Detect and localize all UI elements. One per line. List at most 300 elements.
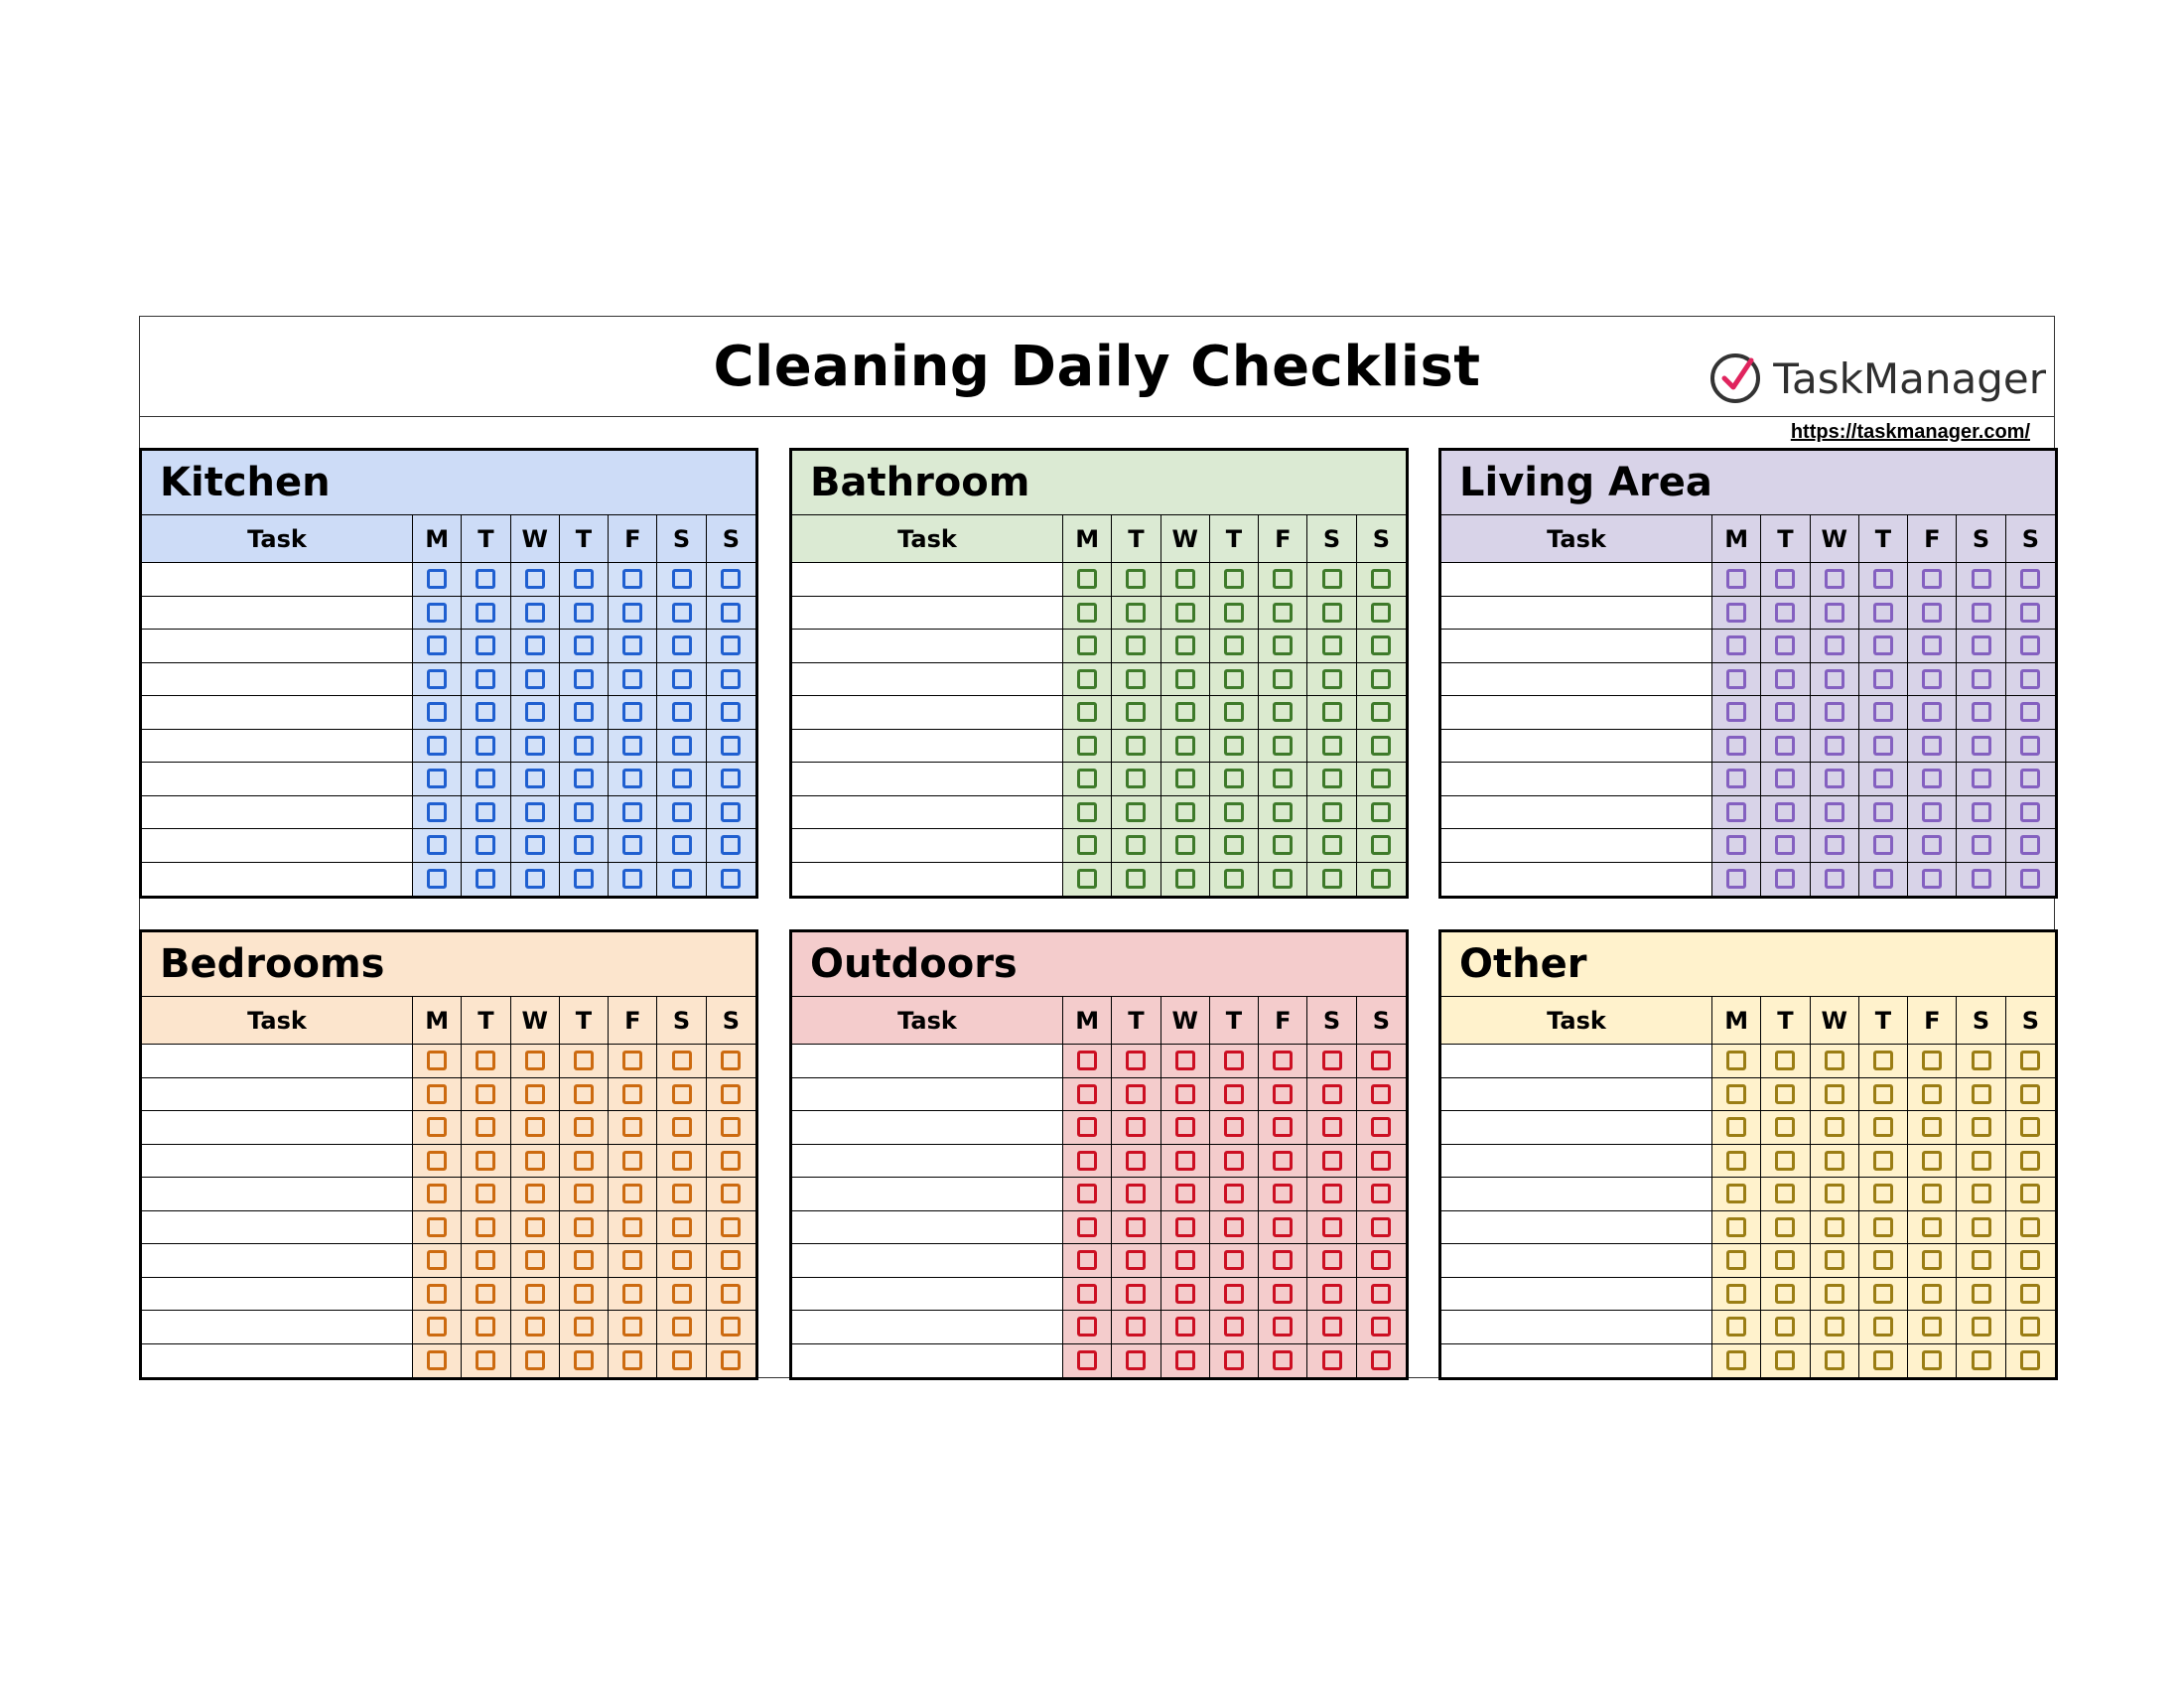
day-checkbox[interactable]	[427, 1217, 447, 1237]
day-checkbox[interactable]	[1825, 736, 1844, 756]
task-input-cell[interactable]	[792, 663, 1063, 697]
day-checkbox[interactable]	[672, 802, 692, 822]
day-checkbox[interactable]	[1825, 802, 1844, 822]
day-checkbox[interactable]	[1972, 869, 1991, 889]
day-checkbox[interactable]	[1922, 869, 1942, 889]
task-input-cell[interactable]	[1441, 663, 1712, 697]
day-checkbox[interactable]	[1224, 702, 1244, 722]
day-checkbox[interactable]	[1077, 1350, 1097, 1370]
day-checkbox[interactable]	[427, 769, 447, 788]
day-checkbox[interactable]	[1322, 669, 1342, 689]
task-input-cell[interactable]	[792, 1078, 1063, 1112]
day-checkbox[interactable]	[1322, 1217, 1342, 1237]
day-checkbox[interactable]	[1273, 1151, 1293, 1171]
day-checkbox[interactable]	[427, 1084, 447, 1104]
day-checkbox[interactable]	[1224, 1184, 1244, 1203]
day-checkbox[interactable]	[622, 1184, 642, 1203]
day-checkbox[interactable]	[1077, 1217, 1097, 1237]
day-checkbox[interactable]	[574, 1317, 594, 1336]
day-checkbox[interactable]	[622, 669, 642, 689]
day-checkbox[interactable]	[427, 1151, 447, 1171]
day-checkbox[interactable]	[1175, 1151, 1195, 1171]
day-checkbox[interactable]	[1922, 603, 1942, 623]
task-input-cell[interactable]	[142, 763, 413, 796]
day-checkbox[interactable]	[574, 769, 594, 788]
day-checkbox[interactable]	[1775, 1350, 1795, 1370]
day-checkbox[interactable]	[1077, 869, 1097, 889]
day-checkbox[interactable]	[1175, 669, 1195, 689]
task-input-cell[interactable]	[142, 597, 413, 631]
day-checkbox[interactable]	[1726, 1051, 1746, 1070]
day-checkbox[interactable]	[1922, 835, 1942, 855]
day-checkbox[interactable]	[672, 702, 692, 722]
day-checkbox[interactable]	[721, 1317, 741, 1336]
day-checkbox[interactable]	[574, 869, 594, 889]
day-checkbox[interactable]	[1922, 736, 1942, 756]
day-checkbox[interactable]	[525, 802, 545, 822]
day-checkbox[interactable]	[1873, 1284, 1893, 1304]
day-checkbox[interactable]	[672, 1084, 692, 1104]
day-checkbox[interactable]	[1175, 736, 1195, 756]
day-checkbox[interactable]	[1126, 736, 1146, 756]
day-checkbox[interactable]	[721, 1284, 741, 1304]
day-checkbox[interactable]	[622, 603, 642, 623]
day-checkbox[interactable]	[622, 702, 642, 722]
day-checkbox[interactable]	[1972, 603, 1991, 623]
task-input-cell[interactable]	[1441, 1278, 1712, 1312]
day-checkbox[interactable]	[574, 1117, 594, 1137]
task-input-cell[interactable]	[1441, 863, 1712, 897]
day-checkbox[interactable]	[672, 736, 692, 756]
task-input-cell[interactable]	[142, 1311, 413, 1344]
day-checkbox[interactable]	[1371, 1317, 1391, 1336]
day-checkbox[interactable]	[476, 1151, 495, 1171]
day-checkbox[interactable]	[622, 1151, 642, 1171]
task-input-cell[interactable]	[1441, 1244, 1712, 1278]
day-checkbox[interactable]	[1972, 1250, 1991, 1270]
task-input-cell[interactable]	[142, 663, 413, 697]
day-checkbox[interactable]	[672, 1317, 692, 1336]
day-checkbox[interactable]	[1775, 1184, 1795, 1203]
day-checkbox[interactable]	[1224, 1284, 1244, 1304]
day-checkbox[interactable]	[1726, 1184, 1746, 1203]
task-input-cell[interactable]	[142, 630, 413, 663]
day-checkbox[interactable]	[1126, 835, 1146, 855]
day-checkbox[interactable]	[1726, 702, 1746, 722]
day-checkbox[interactable]	[1371, 1117, 1391, 1137]
day-checkbox[interactable]	[1873, 702, 1893, 722]
day-checkbox[interactable]	[622, 1250, 642, 1270]
day-checkbox[interactable]	[1077, 1184, 1097, 1203]
day-checkbox[interactable]	[622, 569, 642, 589]
day-checkbox[interactable]	[427, 1117, 447, 1137]
day-checkbox[interactable]	[1922, 1184, 1942, 1203]
day-checkbox[interactable]	[1077, 1117, 1097, 1137]
day-checkbox[interactable]	[1175, 603, 1195, 623]
day-checkbox[interactable]	[1224, 835, 1244, 855]
day-checkbox[interactable]	[1077, 835, 1097, 855]
day-checkbox[interactable]	[1873, 1084, 1893, 1104]
day-checkbox[interactable]	[1273, 1051, 1293, 1070]
task-input-cell[interactable]	[792, 1111, 1063, 1145]
task-input-cell[interactable]	[1441, 1211, 1712, 1245]
day-checkbox[interactable]	[1922, 1317, 1942, 1336]
day-checkbox[interactable]	[1224, 769, 1244, 788]
day-checkbox[interactable]	[1273, 1250, 1293, 1270]
day-checkbox[interactable]	[672, 569, 692, 589]
day-checkbox[interactable]	[1175, 1084, 1195, 1104]
task-input-cell[interactable]	[1441, 1111, 1712, 1145]
day-checkbox[interactable]	[427, 603, 447, 623]
day-checkbox[interactable]	[427, 635, 447, 655]
day-checkbox[interactable]	[1825, 769, 1844, 788]
day-checkbox[interactable]	[574, 702, 594, 722]
day-checkbox[interactable]	[1825, 669, 1844, 689]
day-checkbox[interactable]	[1726, 1117, 1746, 1137]
day-checkbox[interactable]	[476, 1051, 495, 1070]
task-input-cell[interactable]	[792, 696, 1063, 730]
day-checkbox[interactable]	[574, 736, 594, 756]
day-checkbox[interactable]	[1126, 1051, 1146, 1070]
day-checkbox[interactable]	[574, 1217, 594, 1237]
task-input-cell[interactable]	[1441, 730, 1712, 764]
day-checkbox[interactable]	[2020, 1284, 2040, 1304]
task-input-cell[interactable]	[142, 829, 413, 863]
day-checkbox[interactable]	[672, 635, 692, 655]
day-checkbox[interactable]	[1224, 1084, 1244, 1104]
day-checkbox[interactable]	[1972, 1051, 1991, 1070]
day-checkbox[interactable]	[427, 835, 447, 855]
day-checkbox[interactable]	[1077, 1051, 1097, 1070]
day-checkbox[interactable]	[1322, 1284, 1342, 1304]
day-checkbox[interactable]	[721, 1084, 741, 1104]
day-checkbox[interactable]	[574, 802, 594, 822]
day-checkbox[interactable]	[1077, 1250, 1097, 1270]
day-checkbox[interactable]	[476, 1284, 495, 1304]
day-checkbox[interactable]	[1322, 569, 1342, 589]
day-checkbox[interactable]	[2020, 1350, 2040, 1370]
task-input-cell[interactable]	[142, 1145, 413, 1179]
day-checkbox[interactable]	[721, 869, 741, 889]
day-checkbox[interactable]	[1775, 1317, 1795, 1336]
day-checkbox[interactable]	[1972, 1117, 1991, 1137]
day-checkbox[interactable]	[672, 1051, 692, 1070]
day-checkbox[interactable]	[1077, 603, 1097, 623]
day-checkbox[interactable]	[1972, 1151, 1991, 1171]
day-checkbox[interactable]	[525, 869, 545, 889]
day-checkbox[interactable]	[721, 1117, 741, 1137]
day-checkbox[interactable]	[1726, 802, 1746, 822]
task-input-cell[interactable]	[792, 563, 1063, 597]
day-checkbox[interactable]	[1775, 769, 1795, 788]
task-input-cell[interactable]	[792, 1278, 1063, 1312]
day-checkbox[interactable]	[1825, 1151, 1844, 1171]
day-checkbox[interactable]	[1273, 702, 1293, 722]
day-checkbox[interactable]	[1972, 1217, 1991, 1237]
day-checkbox[interactable]	[672, 1284, 692, 1304]
day-checkbox[interactable]	[1273, 869, 1293, 889]
day-checkbox[interactable]	[1726, 769, 1746, 788]
day-checkbox[interactable]	[1175, 702, 1195, 722]
day-checkbox[interactable]	[672, 769, 692, 788]
day-checkbox[interactable]	[1371, 1051, 1391, 1070]
task-input-cell[interactable]	[792, 1145, 1063, 1179]
day-checkbox[interactable]	[1726, 869, 1746, 889]
day-checkbox[interactable]	[1273, 1317, 1293, 1336]
day-checkbox[interactable]	[1371, 835, 1391, 855]
day-checkbox[interactable]	[525, 702, 545, 722]
day-checkbox[interactable]	[622, 1317, 642, 1336]
day-checkbox[interactable]	[1972, 1317, 1991, 1336]
day-checkbox[interactable]	[1371, 802, 1391, 822]
day-checkbox[interactable]	[1273, 635, 1293, 655]
day-checkbox[interactable]	[1371, 669, 1391, 689]
day-checkbox[interactable]	[525, 1284, 545, 1304]
day-checkbox[interactable]	[622, 802, 642, 822]
day-checkbox[interactable]	[1775, 1217, 1795, 1237]
task-input-cell[interactable]	[1441, 1178, 1712, 1211]
day-checkbox[interactable]	[1224, 1151, 1244, 1171]
day-checkbox[interactable]	[1175, 835, 1195, 855]
day-checkbox[interactable]	[574, 1350, 594, 1370]
task-input-cell[interactable]	[792, 1045, 1063, 1078]
day-checkbox[interactable]	[1825, 1317, 1844, 1336]
day-checkbox[interactable]	[1224, 669, 1244, 689]
day-checkbox[interactable]	[427, 1350, 447, 1370]
day-checkbox[interactable]	[1322, 1151, 1342, 1171]
day-checkbox[interactable]	[622, 769, 642, 788]
day-checkbox[interactable]	[1972, 702, 1991, 722]
day-checkbox[interactable]	[1273, 603, 1293, 623]
day-checkbox[interactable]	[476, 769, 495, 788]
day-checkbox[interactable]	[1873, 669, 1893, 689]
day-checkbox[interactable]	[721, 802, 741, 822]
day-checkbox[interactable]	[1175, 1051, 1195, 1070]
day-checkbox[interactable]	[476, 603, 495, 623]
task-input-cell[interactable]	[1441, 829, 1712, 863]
task-input-cell[interactable]	[792, 1178, 1063, 1211]
day-checkbox[interactable]	[1077, 1084, 1097, 1104]
task-input-cell[interactable]	[142, 696, 413, 730]
day-checkbox[interactable]	[1825, 869, 1844, 889]
day-checkbox[interactable]	[574, 635, 594, 655]
day-checkbox[interactable]	[1922, 1217, 1942, 1237]
day-checkbox[interactable]	[1922, 1051, 1942, 1070]
day-checkbox[interactable]	[1077, 669, 1097, 689]
day-checkbox[interactable]	[525, 569, 545, 589]
day-checkbox[interactable]	[1175, 1117, 1195, 1137]
day-checkbox[interactable]	[1972, 569, 1991, 589]
day-checkbox[interactable]	[672, 869, 692, 889]
day-checkbox[interactable]	[622, 1350, 642, 1370]
day-checkbox[interactable]	[1371, 1184, 1391, 1203]
day-checkbox[interactable]	[721, 1350, 741, 1370]
day-checkbox[interactable]	[1825, 1350, 1844, 1370]
day-checkbox[interactable]	[1126, 802, 1146, 822]
task-input-cell[interactable]	[142, 1278, 413, 1312]
day-checkbox[interactable]	[1322, 1250, 1342, 1270]
day-checkbox[interactable]	[672, 1250, 692, 1270]
day-checkbox[interactable]	[1126, 1250, 1146, 1270]
day-checkbox[interactable]	[1775, 835, 1795, 855]
day-checkbox[interactable]	[1224, 603, 1244, 623]
day-checkbox[interactable]	[2020, 1184, 2040, 1203]
day-checkbox[interactable]	[525, 669, 545, 689]
day-checkbox[interactable]	[2020, 1317, 2040, 1336]
day-checkbox[interactable]	[1126, 603, 1146, 623]
day-checkbox[interactable]	[1273, 1350, 1293, 1370]
day-checkbox[interactable]	[721, 1051, 741, 1070]
day-checkbox[interactable]	[1922, 669, 1942, 689]
day-checkbox[interactable]	[1322, 736, 1342, 756]
day-checkbox[interactable]	[1322, 1184, 1342, 1203]
day-checkbox[interactable]	[1371, 603, 1391, 623]
day-checkbox[interactable]	[525, 603, 545, 623]
day-checkbox[interactable]	[1175, 802, 1195, 822]
day-checkbox[interactable]	[1224, 569, 1244, 589]
day-checkbox[interactable]	[1175, 1317, 1195, 1336]
day-checkbox[interactable]	[1175, 1350, 1195, 1370]
day-checkbox[interactable]	[672, 1184, 692, 1203]
day-checkbox[interactable]	[1922, 1350, 1942, 1370]
day-checkbox[interactable]	[476, 569, 495, 589]
day-checkbox[interactable]	[1126, 1317, 1146, 1336]
task-input-cell[interactable]	[142, 1211, 413, 1245]
task-input-cell[interactable]	[792, 829, 1063, 863]
day-checkbox[interactable]	[1726, 1284, 1746, 1304]
task-input-cell[interactable]	[142, 796, 413, 830]
task-input-cell[interactable]	[1441, 796, 1712, 830]
task-input-cell[interactable]	[142, 1244, 413, 1278]
day-checkbox[interactable]	[1726, 569, 1746, 589]
day-checkbox[interactable]	[574, 1151, 594, 1171]
day-checkbox[interactable]	[1873, 635, 1893, 655]
day-checkbox[interactable]	[1322, 702, 1342, 722]
day-checkbox[interactable]	[1825, 1284, 1844, 1304]
day-checkbox[interactable]	[1077, 569, 1097, 589]
day-checkbox[interactable]	[622, 736, 642, 756]
day-checkbox[interactable]	[1273, 1084, 1293, 1104]
day-checkbox[interactable]	[1126, 1284, 1146, 1304]
day-checkbox[interactable]	[525, 1217, 545, 1237]
day-checkbox[interactable]	[1873, 569, 1893, 589]
day-checkbox[interactable]	[1726, 1250, 1746, 1270]
day-checkbox[interactable]	[427, 702, 447, 722]
day-checkbox[interactable]	[1175, 1250, 1195, 1270]
day-checkbox[interactable]	[476, 1317, 495, 1336]
task-input-cell[interactable]	[142, 1111, 413, 1145]
website-link[interactable]: https://taskmanager.com/	[1790, 421, 2030, 443]
day-checkbox[interactable]	[721, 1184, 741, 1203]
day-checkbox[interactable]	[1825, 702, 1844, 722]
day-checkbox[interactable]	[2020, 635, 2040, 655]
day-checkbox[interactable]	[1726, 603, 1746, 623]
day-checkbox[interactable]	[1224, 802, 1244, 822]
day-checkbox[interactable]	[1726, 1350, 1746, 1370]
task-input-cell[interactable]	[1441, 1145, 1712, 1179]
day-checkbox[interactable]	[1126, 1350, 1146, 1370]
day-checkbox[interactable]	[427, 1051, 447, 1070]
day-checkbox[interactable]	[1922, 1117, 1942, 1137]
day-checkbox[interactable]	[1873, 736, 1893, 756]
day-checkbox[interactable]	[1371, 736, 1391, 756]
task-input-cell[interactable]	[792, 1311, 1063, 1344]
day-checkbox[interactable]	[2020, 669, 2040, 689]
day-checkbox[interactable]	[1972, 1284, 1991, 1304]
day-checkbox[interactable]	[1972, 1350, 1991, 1370]
day-checkbox[interactable]	[2020, 802, 2040, 822]
day-checkbox[interactable]	[1224, 1117, 1244, 1137]
task-input-cell[interactable]	[142, 730, 413, 764]
day-checkbox[interactable]	[672, 1117, 692, 1137]
day-checkbox[interactable]	[1972, 669, 1991, 689]
day-checkbox[interactable]	[1371, 1084, 1391, 1104]
day-checkbox[interactable]	[1224, 736, 1244, 756]
day-checkbox[interactable]	[1726, 736, 1746, 756]
day-checkbox[interactable]	[525, 1051, 545, 1070]
day-checkbox[interactable]	[672, 835, 692, 855]
day-checkbox[interactable]	[2020, 1151, 2040, 1171]
day-checkbox[interactable]	[476, 802, 495, 822]
day-checkbox[interactable]	[476, 1217, 495, 1237]
task-input-cell[interactable]	[792, 1211, 1063, 1245]
day-checkbox[interactable]	[1322, 835, 1342, 855]
day-checkbox[interactable]	[1775, 635, 1795, 655]
day-checkbox[interactable]	[721, 569, 741, 589]
day-checkbox[interactable]	[525, 1317, 545, 1336]
day-checkbox[interactable]	[622, 1084, 642, 1104]
day-checkbox[interactable]	[1322, 869, 1342, 889]
day-checkbox[interactable]	[1224, 1317, 1244, 1336]
day-checkbox[interactable]	[574, 1184, 594, 1203]
day-checkbox[interactable]	[1126, 635, 1146, 655]
day-checkbox[interactable]	[1972, 802, 1991, 822]
day-checkbox[interactable]	[672, 669, 692, 689]
day-checkbox[interactable]	[622, 1051, 642, 1070]
day-checkbox[interactable]	[1873, 769, 1893, 788]
day-checkbox[interactable]	[721, 1151, 741, 1171]
day-checkbox[interactable]	[1322, 1317, 1342, 1336]
day-checkbox[interactable]	[1224, 635, 1244, 655]
task-input-cell[interactable]	[1441, 696, 1712, 730]
day-checkbox[interactable]	[1825, 569, 1844, 589]
task-input-cell[interactable]	[1441, 763, 1712, 796]
day-checkbox[interactable]	[1322, 603, 1342, 623]
day-checkbox[interactable]	[525, 1084, 545, 1104]
day-checkbox[interactable]	[1775, 802, 1795, 822]
day-checkbox[interactable]	[2020, 1117, 2040, 1137]
day-checkbox[interactable]	[476, 1184, 495, 1203]
day-checkbox[interactable]	[1922, 569, 1942, 589]
task-input-cell[interactable]	[792, 730, 1063, 764]
day-checkbox[interactable]	[721, 1217, 741, 1237]
day-checkbox[interactable]	[525, 769, 545, 788]
day-checkbox[interactable]	[574, 1250, 594, 1270]
day-checkbox[interactable]	[427, 1184, 447, 1203]
day-checkbox[interactable]	[1273, 569, 1293, 589]
day-checkbox[interactable]	[1873, 1184, 1893, 1203]
day-checkbox[interactable]	[2020, 1084, 2040, 1104]
day-checkbox[interactable]	[1825, 1051, 1844, 1070]
day-checkbox[interactable]	[2020, 736, 2040, 756]
day-checkbox[interactable]	[1775, 1117, 1795, 1137]
day-checkbox[interactable]	[1726, 1317, 1746, 1336]
day-checkbox[interactable]	[1077, 736, 1097, 756]
day-checkbox[interactable]	[1922, 1250, 1942, 1270]
day-checkbox[interactable]	[1873, 603, 1893, 623]
day-checkbox[interactable]	[2020, 1051, 2040, 1070]
day-checkbox[interactable]	[1371, 702, 1391, 722]
